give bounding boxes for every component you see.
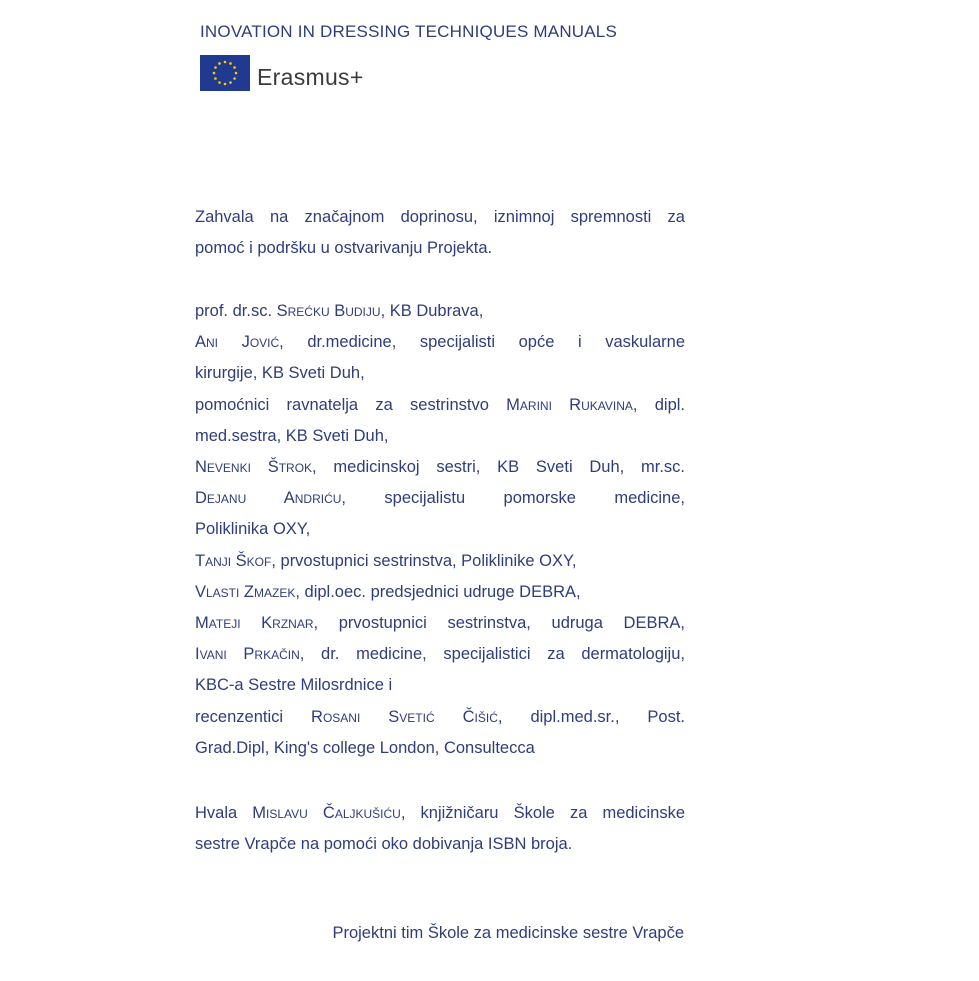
text-line <box>195 546 685 577</box>
eu-star-icon <box>233 66 236 69</box>
eu-star-icon <box>218 62 221 65</box>
text-line: pomoć i podršku u ostvarivanju Projekta. <box>195 239 493 258</box>
text-line: Grad.Dipl, King's college London, Consultecca <box>195 738 535 757</box>
text-fragment: recenzentici <box>195 707 312 726</box>
text-fragment: pomoćnici ravnatelja za sestrinstvo <box>195 395 507 414</box>
eu-star-icon <box>224 82 227 85</box>
person-name: Vlasti Zmazek <box>195 582 296 601</box>
text-fragment: Hvala <box>195 804 253 822</box>
text-line <box>195 798 685 829</box>
program-name: Erasmus+ <box>257 64 364 90</box>
text-fragment: prof. dr.sc. <box>195 302 277 320</box>
text-line: KBC-a Sestre Milosrdnice i <box>195 676 393 695</box>
text-line: Zahvala na značajnom doprinosu, iznimnoj spremnosti za <box>195 208 685 226</box>
acknowledgements-paragraph <box>195 296 685 764</box>
text-line <box>195 702 685 733</box>
manual-title: INOVATION IN DRESSING TECHNIQUES MANUALS <box>200 22 618 41</box>
eu-star-icon <box>218 81 221 84</box>
person-name: Dejanu Andriću <box>195 489 342 508</box>
eu-star-icon <box>229 62 232 65</box>
person-name: Mislavu Čaljkušiću <box>252 804 401 822</box>
person-name: Tanji Škof <box>195 551 272 570</box>
eu-star-icon <box>214 66 217 69</box>
text-line <box>195 296 685 327</box>
person-name: Ivani Prkačin <box>195 645 300 664</box>
text-line: med.sestra, KB Sveti Duh, <box>195 426 389 445</box>
text-fragment: , dr. medicine, specijalistici za dermatologiju, <box>299 645 685 664</box>
text-line: Poliklinika OXY, <box>195 520 311 539</box>
person-name: Nevenki Štrok <box>195 458 313 477</box>
text-line <box>195 608 685 639</box>
text-fragment: , dipl.oec. predsjednici udruge DEBRA, <box>295 582 581 601</box>
text-fragment: , dipl.med.sr., Post. <box>497 707 685 726</box>
text-fragment: , dipl. <box>632 395 685 414</box>
text-line: sestre Vrapče na pomoći oko dobivanja ISBN broja. <box>195 835 573 854</box>
text-line <box>195 452 685 483</box>
text-fragment: , medicinskoj sestri, KB Sveti Duh, mr.sc. <box>312 458 685 477</box>
person-name: Mateji Krznar <box>195 614 314 633</box>
text-line <box>195 327 685 358</box>
text-line <box>195 390 685 421</box>
person-name: Ani Jović <box>195 333 280 352</box>
thanks-librarian-paragraph <box>195 798 685 860</box>
eu-star-icon <box>233 77 236 80</box>
person-name: Srećku Budiju <box>276 302 381 320</box>
text-line <box>195 639 685 670</box>
eu-star-icon <box>213 71 216 74</box>
eu-flag-icon <box>200 55 250 91</box>
eu-star-icon <box>224 60 227 63</box>
person-name: Rosani Svetić Čišić <box>311 707 498 726</box>
text-line <box>195 577 685 608</box>
eu-star-icon <box>235 71 238 74</box>
text-fragment: , specijalistu pomorske medicine, <box>341 489 685 508</box>
eu-star-icon <box>214 77 217 80</box>
text-line: kirurgije, KB Sveti Duh, <box>195 364 365 383</box>
person-name: Marini Rukavina <box>506 395 633 414</box>
eu-star-icon <box>229 81 232 84</box>
signature: Projektni tim Škole za medicinske sestre Vrapče <box>332 924 684 942</box>
text-line <box>195 483 685 514</box>
document-header <box>200 22 617 91</box>
text-fragment: , prvostupnici sestrinstva, Poliklinike OXY, <box>271 551 577 570</box>
text-fragment: , KB Dubrava, <box>380 302 484 320</box>
text-fragment: , knjižničaru Škole za medicinske <box>400 804 685 822</box>
erasmus-logo <box>200 54 617 91</box>
text-fragment: , dr.medicine, specijalisti opće i vaskularne <box>279 333 685 352</box>
text-fragment: , prvostupnici sestrinstva, udruga DEBRA, <box>313 614 685 633</box>
thanks-intro-paragraph <box>195 202 685 264</box>
